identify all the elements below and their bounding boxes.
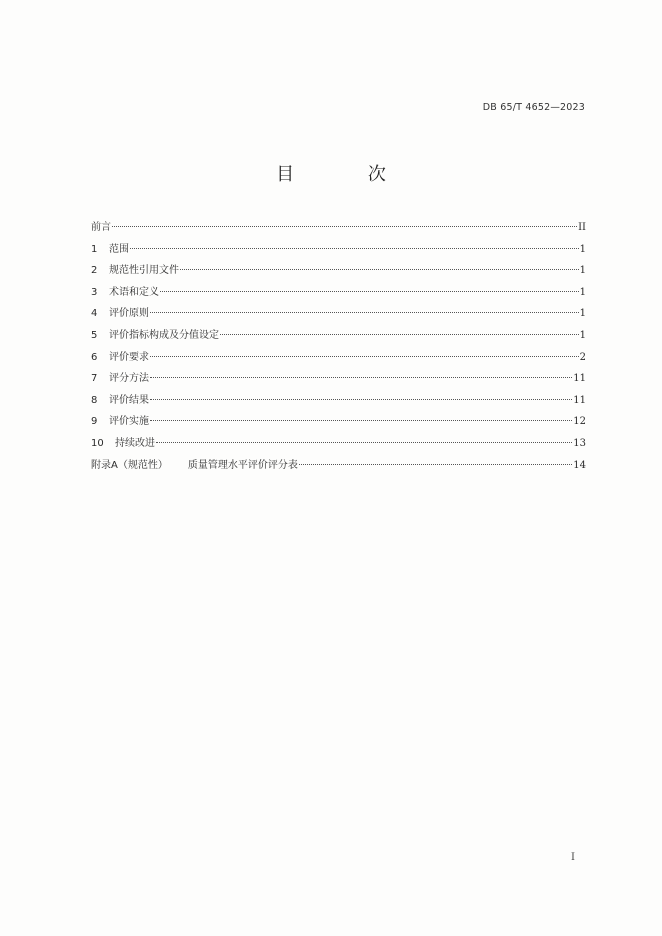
- toc-entry-label: 前言: [91, 222, 111, 233]
- toc-entry-appendix-a[interactable]: [91, 456, 586, 478]
- toc-entry-10[interactable]: [91, 434, 586, 456]
- toc-entry-page: 11: [573, 394, 586, 406]
- toc-entry-label: 质量管理水平评价评分表: [187, 459, 298, 471]
- toc-entry-label: 评价原则: [109, 308, 149, 320]
- toc-entry-number: 4: [91, 308, 98, 320]
- toc-entry-number: 附录A（规范性）: [91, 459, 168, 471]
- toc-entry-number: 9: [91, 416, 98, 428]
- toc-leader-dots: [299, 464, 572, 465]
- toc-entry-number: 6: [91, 351, 98, 363]
- toc-entry-number: 3: [91, 286, 98, 298]
- toc-entry-number: 5: [91, 329, 98, 341]
- toc-entry-number: 2: [91, 265, 98, 277]
- toc-leader-dots: [150, 377, 572, 378]
- toc-entry-number: 10: [91, 437, 104, 449]
- toc-entry-8[interactable]: [91, 391, 586, 413]
- toc-entry-number: 1: [91, 243, 98, 255]
- toc-entry-7[interactable]: [91, 369, 586, 391]
- toc-entry-page: II: [578, 222, 586, 233]
- toc-entry-4[interactable]: [91, 304, 586, 326]
- toc-leader-dots: [150, 356, 579, 357]
- toc-leader-dots: [220, 334, 579, 335]
- toc-entry-page: 14: [573, 459, 586, 471]
- toc-entry-label: 范围: [109, 243, 129, 255]
- toc-entry-1[interactable]: [91, 240, 586, 262]
- toc-entry-label: 持续改进: [115, 437, 155, 449]
- toc-entry-page: 2: [579, 351, 586, 363]
- toc-entry-page: 13: [573, 437, 586, 449]
- toc-entry-label: 规范性引用文件: [109, 265, 179, 277]
- toc-entry-number: 8: [91, 394, 98, 406]
- toc-entry-label: 评价实施: [109, 416, 149, 428]
- toc-leader-dots: [130, 248, 579, 249]
- toc-leader-dots: [156, 442, 572, 443]
- toc-title: 目 次: [276, 164, 420, 185]
- toc-entry-page: 1: [579, 286, 586, 298]
- toc-entry-label: 评价结果: [109, 394, 149, 406]
- toc-leader-dots: [150, 399, 572, 400]
- document-code: DB 65/T 4652—2023: [482, 102, 585, 113]
- toc-entry-label: 评分方法: [109, 373, 149, 385]
- toc-entry-label: 评价要求: [109, 351, 149, 363]
- toc-entry-page: 1: [579, 308, 586, 320]
- toc-entry-page: 11: [573, 373, 586, 385]
- toc-entry-5[interactable]: [91, 326, 586, 348]
- toc-entry-page: 1: [579, 265, 586, 277]
- toc-entry-label: 评价指标构成及分值设定: [109, 329, 219, 341]
- toc-entry-page: 1: [579, 329, 586, 341]
- table-of-contents: [91, 218, 586, 477]
- toc-entry-6[interactable]: [91, 348, 586, 370]
- toc-entry-label: 术语和定义: [109, 286, 159, 298]
- toc-entry-number: 7: [91, 373, 98, 385]
- toc-leader-dots: [150, 420, 572, 421]
- toc-leader-dots: [150, 312, 579, 313]
- toc-entry-preface[interactable]: [91, 218, 586, 240]
- toc-entry-9[interactable]: [91, 412, 586, 434]
- toc-leader-dots: [112, 226, 577, 227]
- toc-entry-2[interactable]: [91, 261, 586, 283]
- toc-leader-dots: [160, 291, 579, 292]
- toc-leader-dots: [180, 269, 579, 270]
- toc-entry-3[interactable]: [91, 283, 586, 305]
- toc-entry-page: 12: [573, 416, 586, 428]
- toc-entry-page: 1: [579, 243, 586, 255]
- page-number: I: [571, 852, 575, 863]
